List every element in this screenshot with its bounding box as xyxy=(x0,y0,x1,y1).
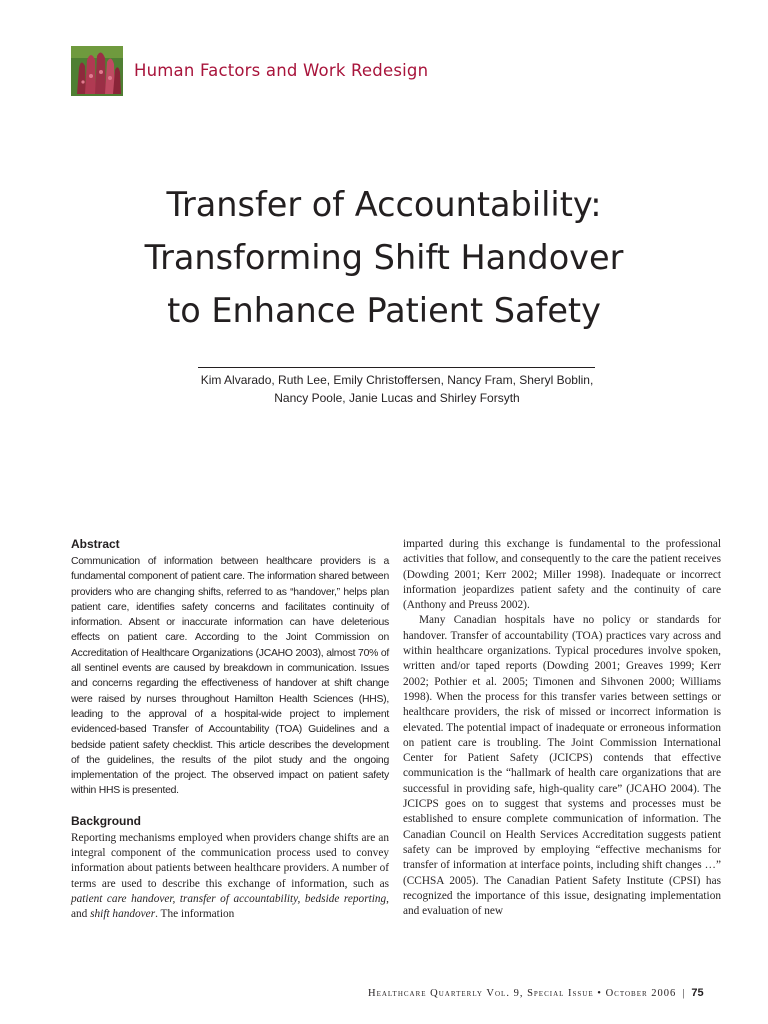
journal-citation: Healthcare Quarterly Vol. 9, Special Issue • October 2006 xyxy=(368,988,677,999)
section-logo-image xyxy=(71,46,123,96)
title-line: to Enhance Patient Safety xyxy=(167,291,601,330)
author-list xyxy=(170,371,624,407)
footer-separator: | xyxy=(682,988,686,999)
background-text: . The information xyxy=(155,908,235,921)
background-text: , and xyxy=(71,892,389,921)
body-paragraph: imparted during this exchange is fundamental to the professional activities that follow, and consequently to the care the patient receives (Dowding 2001; Kerr 2002; Miller 1998). Inadequate or incorrect information jeopardizes patient safety and the continuity of care (Anthony and Preuss 2002). xyxy=(403,538,721,612)
background-italic-terms: patient care handover, transfer of accountability, bedside reporting xyxy=(71,892,387,905)
author-line: Nancy Poole, Janie Lucas and Shirley Forsyth xyxy=(274,391,520,405)
section-label: Human Factors and Work Redesign xyxy=(134,61,429,80)
author-line: Kim Alvarado, Ruth Lee, Emily Christoffersen, Nancy Fram, Sheryl Boblin, xyxy=(200,373,594,387)
left-column xyxy=(71,537,389,923)
background-paragraph xyxy=(71,831,389,923)
background-italic-term: shift handover xyxy=(90,908,156,921)
article-title xyxy=(0,178,768,337)
title-divider xyxy=(198,367,595,368)
body-paragraph: Many Canadian hospitals have no policy or standards for handover. Transfer of accountability (TOA) practices vary across and within healthcare organizations. Typical procedures involve spoken, written and/or taped reports (Dowding 2001; Greaves 1999; Kerr 2002; Pothier et al. 2005; Timonen and Sihvonen 2000; Williams 1998). When the process for this transfer varies between settings or healthcare providers, the risk of missed or incorrect information is elevated. The potential impact of inadequate or erroneous information on patient care is troubling. The Joint Commission International Center for Patient Safety (JCICPS) contends that effective communication is the “hallmark of health care organizations that are successful in providing safe, high-quality care” (JCAHO 2004). The JCICPS goes on to suggest that systems and processes must be established to ensure complete communication of information. The Canadian Council on Health Services Accreditation suggests patient safety can be improved by employing “effective mechanisms for transfer of information at interface points, including shift changes …” (CCHSA 2005). The Canadian Patient Safety Institute (CPSI) has recognized the importance of this issue, designating implementation and evaluation of new xyxy=(403,614,721,918)
page-footer xyxy=(368,987,704,999)
right-column xyxy=(403,537,721,919)
background-heading: Background xyxy=(71,813,142,828)
background-text: Reporting mechanisms employed when providers change shifts are an integral component of the communication process used to convey information about patients between healthcare providers. A number of terms are used to describe this exchange of information, such as xyxy=(71,831,389,890)
abstract-heading: Abstract xyxy=(71,537,120,551)
title-line: Transforming Shift Handover xyxy=(144,238,624,277)
page-number: 75 xyxy=(691,987,704,999)
abstract-text: Communication of information between healthcare providers is a fundamental component of patient care. The information shared between providers who are changing shifts, referred to as “handover,” helps plan patient care, identifies safety concerns and facilitates continuity of information. Absent or inaccurate information can have deleterious effects on patient care. According to the Joint Commission on Accreditation of Healthcare Organizations (JCAHO 2003), almost 70% of all sentinel events are caused by breakdown in communication. Issues and concerns regarding the effectiveness of handover at shift change were raised by nurses throughout Hamilton Health Sciences (HHS), leading to the approval of a hospital-wide project to implement evidenced-based Transfer of Accountability (TOA) Guidelines and a bedside patient safety checklist. This article describes the development of the guidelines, the results of the pilot study and the ongoing implementation of the project. The observed impact on patient safety within HHS is presented. xyxy=(71,556,389,797)
title-line: Transfer of Accountability: xyxy=(166,185,602,224)
